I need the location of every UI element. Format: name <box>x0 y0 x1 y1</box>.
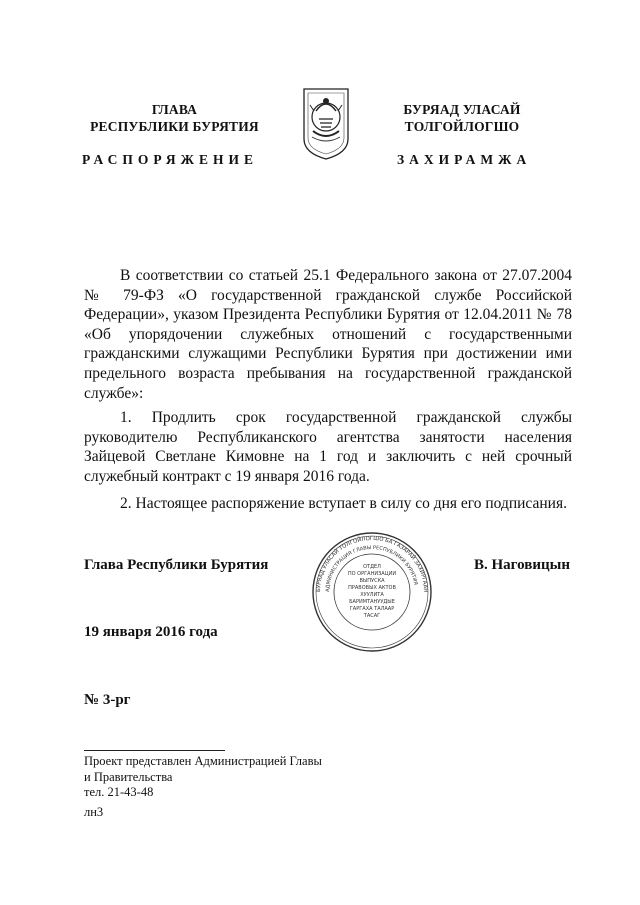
signatory-name: В. Наговицын <box>474 557 570 573</box>
stamp-ring-outer: БУРЯАД УЛАСАЙ ТОЛГОЙЛОГШО БА ГАЗАРАЙ ЗАХИРГААН <box>315 535 429 593</box>
left-doc-type: РАСПОРЯЖЕНИЕ <box>82 152 259 167</box>
right-title-line1: БУРЯАД УЛАСАЙ <box>403 102 521 117</box>
document-number: № 3-рг <box>84 692 131 708</box>
left-title-line2: РЕСПУБЛИКИ БУРЯТИЯ <box>90 119 259 134</box>
left-title-line1: ГЛАВА <box>151 102 198 117</box>
stamp-ring-inner: АДМИНИСТРАЦИЯ ГЛАВЫ РЕСПУБЛИКИ БУРЯТИЯ <box>324 544 419 593</box>
official-stamp <box>311 531 433 653</box>
item-2-paragraph: 2. Настоящее распоряжение вступает в силу со дня его подписания. <box>120 495 567 512</box>
footer-code: лн3 <box>84 805 104 819</box>
preamble-paragraph: В соответствии со статьей 25.1 Федерального закона от 27.07.2004 № 79-ФЗ «О государственной гражданской службе Российской Федерации», указом Президента Республики Бурятия от 12.04.2011 № 78 «Об упорядочении служебных отношений с государственными гражданскими служащими Республики Бурятия при достижении ими предельного возраста пребывания на государственной гражданской службе»: <box>84 267 572 402</box>
left-title <box>72 101 277 135</box>
stamp-center-line: ВЫПУСКА <box>359 578 385 584</box>
footer-phone: тел. 21-43-48 <box>84 785 154 799</box>
right-doc-type: ЗАХИРАМЖА <box>397 152 532 167</box>
stamp-center-line: ПРАВОВЫХ АКТОВ <box>348 585 396 591</box>
signatory-position: Глава Республики Бурятия <box>84 557 269 573</box>
footer-divider <box>84 750 225 751</box>
stamp-center-line: БАРИМТАНУУДЫЕ <box>349 599 395 605</box>
stamp-center-line: ГАРГАХА ТАЛААР <box>349 606 395 612</box>
footer-line2: и Правительства <box>84 769 173 784</box>
item-1-paragraph: 1. Продлить срок государственной гражданской службы руководителю Республиканского агентства занятости населения Зайцевой Светлане Кимовне на 1 год и заключить с ней срочный служебный контракт с 19 января 2016 года. <box>84 409 572 485</box>
right-title-line2: ТОЛГОЙЛОГШО <box>404 119 520 134</box>
stamp-center-line: ХУУЛИТА <box>360 592 384 598</box>
stamp-center-line: ОТДЕЛ <box>363 564 381 570</box>
footer-note <box>84 754 322 801</box>
right-title <box>362 101 562 135</box>
footer-line1: Проект представлен Администрацией Главы <box>84 754 322 768</box>
document-date: 19 января 2016 года <box>84 624 218 640</box>
stamp-center-line: ПО ОРГАНИЗАЦИИ <box>347 571 397 577</box>
stamp-center-line: ТАСАГ <box>363 613 381 619</box>
coat-of-arms-icon <box>302 87 350 161</box>
